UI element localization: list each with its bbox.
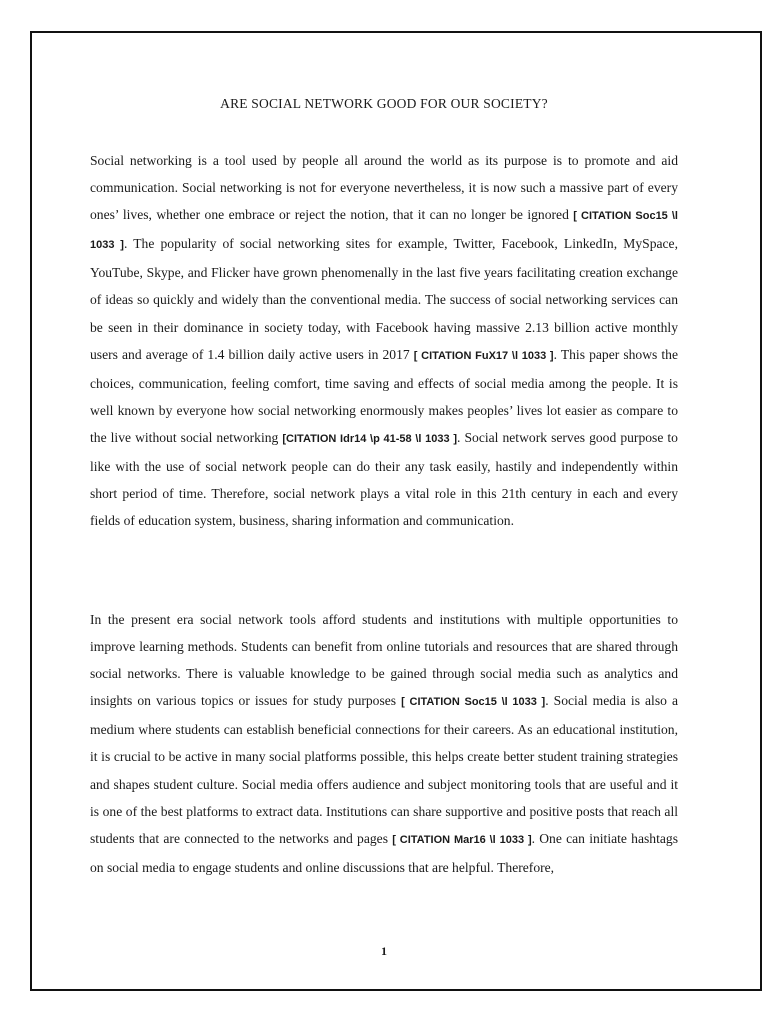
citation: [ CITATION Mar16 \l 1033 ] [392, 833, 532, 846]
document-title: ARE SOCIAL NETWORK GOOD FOR OUR SOCIETY? [220, 96, 548, 111]
citation: [ CITATION Soc15 \l 1033 ] [90, 210, 678, 252]
paragraph-1 [90, 147, 678, 534]
paragraph-text: . This paper shows the choices, communication, feeling comfort, time saving and effects of social media among the people. It is well known by everyone how social networking enormously makes peoples’ lives lot easier as compare to the live without social networking [90, 346, 678, 445]
paragraph-text: Social networking is a tool used by people all around the world as its purpose is to promote and aid communication. Social networking is not for everyone nevertheless, it is now such a massive part of every ones’ lives, whether one embrace or reject the notion, that it can no longer be ignored [90, 153, 678, 223]
paragraph-2 [90, 606, 678, 881]
paragraph-text: . Social network serves good purpose to like with the use of social network people can do their any task easily, hastily and independently within short period of time. Therefore, social network plays a vital role in this 21th century in each and every fields of education system, business, sharing information and communication. [90, 429, 678, 529]
paragraph-text: In the present era social network tools afford students and institutions with multiple opportunities to improve learning methods. Students can benefit from online tutorials and resources that are shared through social networks. There is valuable knowledge to be gained through social media such as analytics and insights on various topics or issues for study purposes [90, 612, 678, 709]
citation: [ CITATION FuX17 \l 1033 ] [413, 349, 554, 362]
citation: [ CITATION Soc15 \l 1033 ] [401, 696, 546, 709]
paragraph-text: . The popularity of social networking sites for example, Twitter, Facebook, LinkedIn, MySpace, YouTube, Skype, and Flicker have grown phenomenally in the last five years facilitating creation exchange of ideas so quickly and widely than the conventional media. The success of social networking services can be seen in their dominance in society today, with Facebook having massive 2.13 billion active monthly users and average of 1.4 billion daily active users in 2017 [90, 236, 678, 362]
citation: [CITATION Idr14 \p 41-58 \l 1033 ] [282, 432, 458, 445]
paragraph-text: . Social media is also a medium where students can establish beneficial connections for their careers. As an educational institution, it is crucial to be active in many social platforms possible, this helps create better student training strategies and shapes student culture. Social media offers audience and subject monitoring tools that are useful and it is one of the best platforms to extract data. Institutions can share supportive and positive posts that reach all students that are connected to the networks and pages [90, 693, 678, 846]
page-number: 1 [381, 944, 387, 958]
paragraph-text: . One can initiate hashtags on social media to engage students and online discussions that are helpful. Therefore, [90, 830, 678, 875]
